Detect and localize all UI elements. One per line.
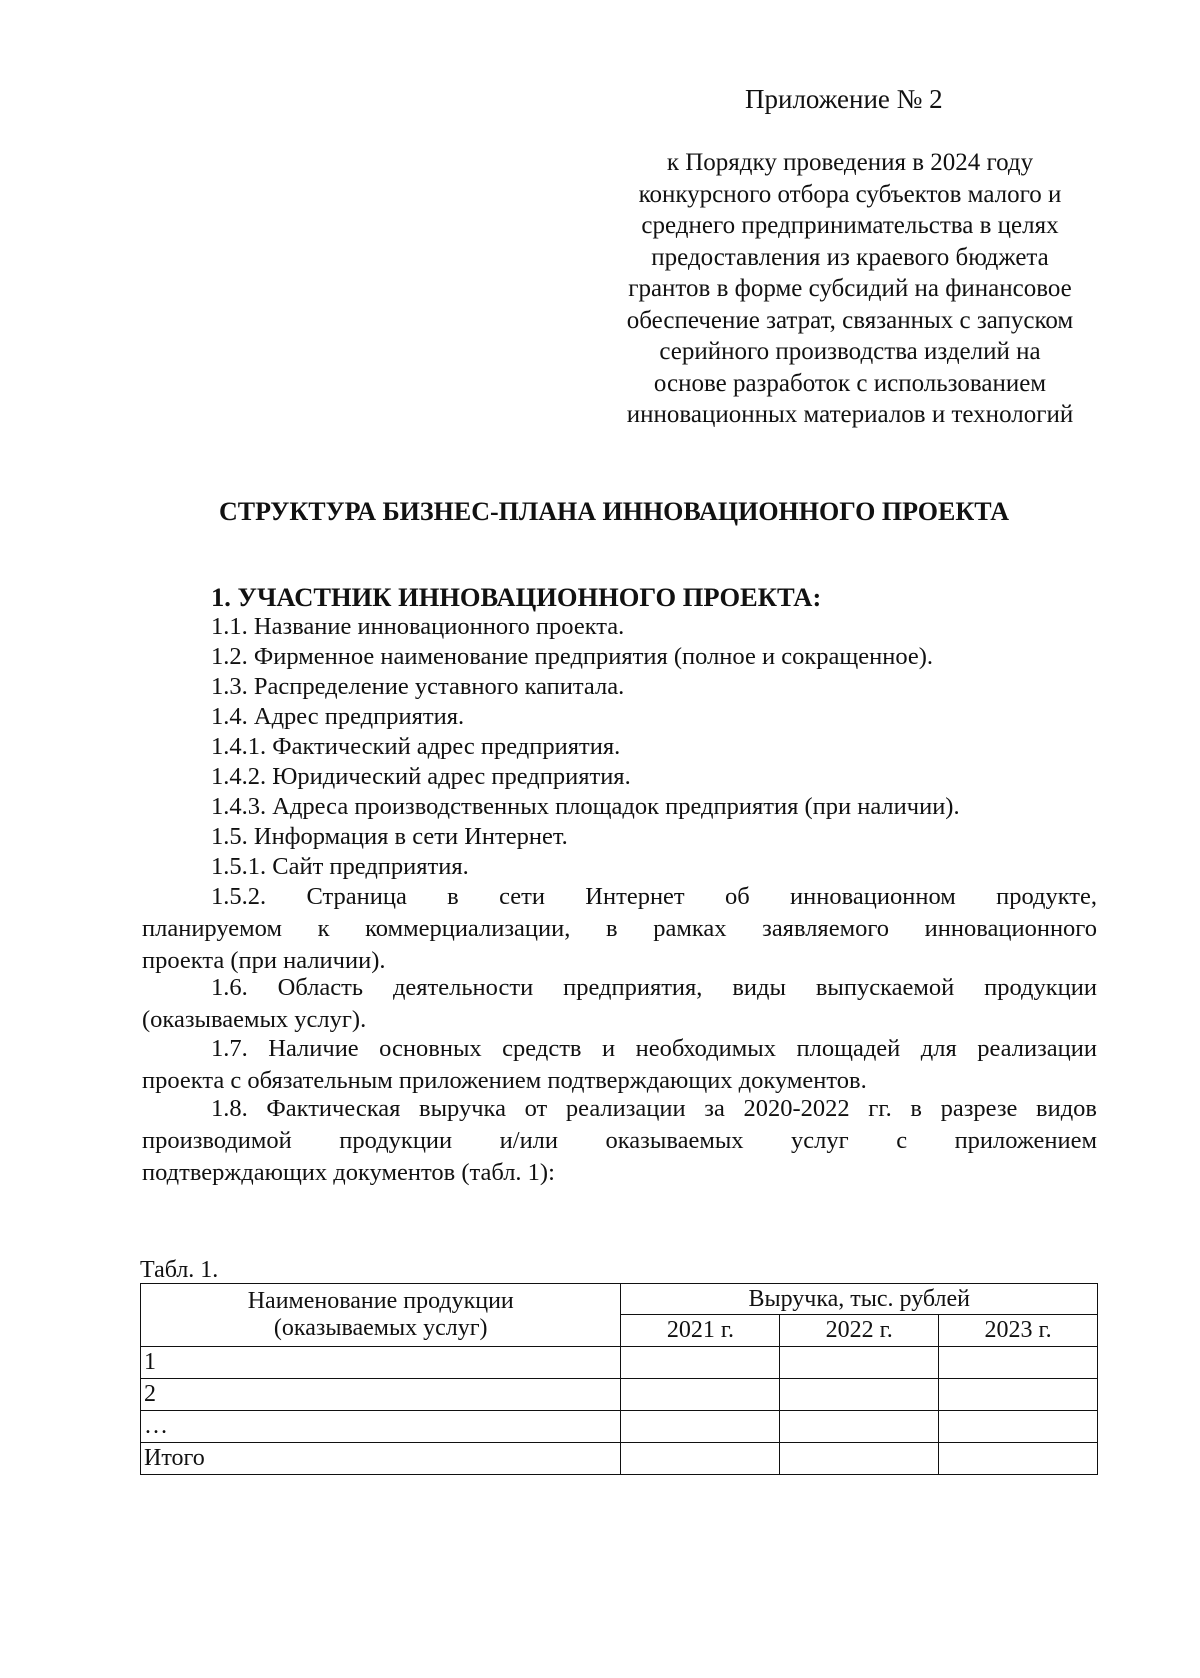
table-cell: [780, 1411, 939, 1443]
table-cell: [939, 1411, 1098, 1443]
appendix-reference-line: основе разработок с использованием: [653, 369, 1047, 397]
header-revenue: Выручка, тыс. рублей: [621, 1284, 1098, 1315]
header-year: 2022 г.: [780, 1315, 939, 1347]
paragraph-1-6: [142, 972, 1097, 1036]
table-cell: [621, 1411, 780, 1443]
table-cell: [939, 1347, 1098, 1379]
paragraph-line: подтверждающих документов (табл. 1):: [142, 1159, 555, 1186]
appendix-title: Приложение № 2: [745, 84, 943, 114]
list-item: 1.4.1. Фактический адрес предприятия.: [211, 733, 621, 760]
table-row: [141, 1411, 1098, 1443]
table-row: [141, 1347, 1098, 1379]
appendix-reference-line: предоставления из краевого бюджета: [651, 243, 1049, 271]
header-product-line: Наименование продукции: [247, 1288, 514, 1314]
row-label: 1: [141, 1347, 621, 1379]
appendix-reference-line: инновационных материалов и технологий: [626, 401, 1074, 428]
table-cell: [939, 1379, 1098, 1411]
row-label: 2: [141, 1379, 621, 1411]
appendix-reference-line: грантов в форме субсидий на финансовое: [628, 275, 1072, 302]
header-product: [141, 1284, 621, 1347]
paragraph-line: проекта с обязательным приложением подтверждающих документов.: [142, 1067, 867, 1094]
list-item: 1.4. Адрес предприятия.: [211, 703, 465, 730]
table-cell: [621, 1347, 780, 1379]
paragraph-line: 1.6. Область деятельности предприятия, виды выпускаемой продукции: [211, 974, 1097, 1001]
table-cell: [621, 1443, 780, 1475]
paragraph-1-5-2: [142, 881, 1097, 977]
header-product-line: (оказываемых услуг): [273, 1315, 488, 1341]
list-item: 1.2. Фирменное наименование предприятия (полное и сокращенное).: [211, 643, 934, 670]
revenue-table: [140, 1283, 1098, 1475]
table-row-total: [141, 1443, 1098, 1475]
list-item: 1.4.3. Адреса производственных площадок предприятия (при наличии).: [211, 793, 960, 820]
list-item: 1.5.1. Сайт предприятия.: [211, 853, 469, 880]
table-cell: [780, 1379, 939, 1411]
list-item: 1.1. Название инновационного проекта.: [211, 613, 625, 640]
list-item: 1.5. Информация в сети Интернет.: [211, 823, 568, 850]
list-item: 1.3. Распределение уставного капитала.: [211, 673, 625, 700]
table-cell: [780, 1443, 939, 1475]
list-item: 1.4.2. Юридический адрес предприятия.: [211, 763, 631, 790]
paragraph-line: (оказываемых услуг).: [142, 1006, 367, 1033]
appendix-reference-line: к Порядку проведения в 2024 году: [666, 149, 1034, 176]
paragraph-line: 1.5.2. Страница в сети Интернет об инновационном продукте,: [211, 883, 1097, 910]
document-title: СТРУКТУРА БИЗНЕС-ПЛАНА ИННОВАЦИОННОГО ПРОЕКТА: [218, 497, 1010, 526]
table-row: [141, 1379, 1098, 1411]
header-year: 2023 г.: [939, 1315, 1098, 1347]
paragraph-line: производимой продукции и/или оказываемых услуг с приложением: [142, 1127, 1097, 1154]
appendix-reference: [580, 147, 1120, 431]
paragraph-1-7: [142, 1033, 1097, 1097]
paragraph-line: проекта (при наличии).: [142, 947, 386, 974]
section-title: 1. УЧАСТНИК ИННОВАЦИОННОГО ПРОЕКТА:: [211, 582, 822, 612]
row-label: …: [141, 1411, 621, 1443]
table-cell: [621, 1379, 780, 1411]
header-year: 2021 г.: [621, 1315, 780, 1347]
row-label: Итого: [141, 1443, 621, 1475]
appendix-reference-line: среднего предпринимательства в целях: [641, 212, 1059, 239]
paragraph-line: 1.7. Наличие основных средств и необходимых площадей для реализации: [211, 1035, 1097, 1062]
paragraph-1-8: [142, 1093, 1097, 1189]
paragraph-line: 1.8. Фактическая выручка от реализации за 2020-2022 гг. в разрезе видов: [211, 1095, 1097, 1122]
table-cell: [939, 1443, 1098, 1475]
table-cell: [780, 1347, 939, 1379]
paragraph-line: планируемом к коммерциализации, в рамках заявляемого инновационного: [142, 915, 1097, 942]
appendix-reference-line: конкурсного отбора субъектов малого и: [638, 180, 1062, 208]
appendix-reference-line: серийного производства изделий на: [659, 338, 1041, 365]
appendix-reference-line: обеспечение затрат, связанных с запуском: [626, 306, 1074, 334]
table-caption: Табл. 1.: [140, 1257, 219, 1283]
